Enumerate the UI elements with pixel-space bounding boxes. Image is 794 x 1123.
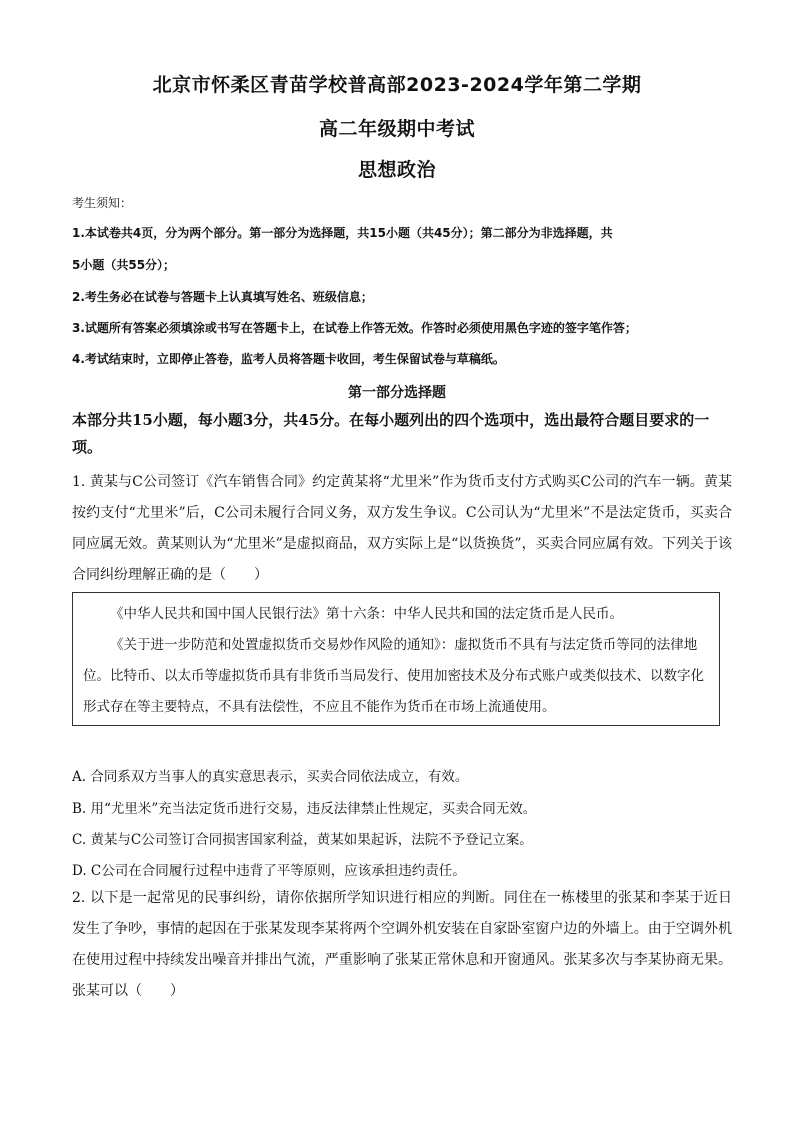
question-1-option-d: D. C公司在合同履行过程中违背了平等原则，应该承担违约责任。: [72, 863, 466, 879]
exam-title: 北京市怀柔区青苗学校普高部2023-2024学年第二学期: [152, 74, 642, 96]
material-law-excerpt: 《中华人民共和国中国人民银行法》第十六条：中华人民共和国的法定货币是人民币。: [110, 606, 623, 622]
notice-item-3: 3.试题所有答案必须填涂或书写在答题卡上，在试卷上作答无效。作答时必须使用黑色字迹的签字笔作答；: [72, 321, 637, 335]
section-intro: 本部分共15小题，每小题3分，共45分。在每小题列出的四个选项中，选出最符合题目要求的一项。: [72, 411, 710, 456]
notice-item-2: 2.考生务必在试卷与答题卡上认真填写姓名、班级信息；: [72, 290, 373, 304]
exam-subtitle: 高二年级期中考试: [318, 118, 475, 140]
notice-item-1: 1.本试卷共4页，分为两个部分。第一部分为选择题，共15小题（共45分）；第二部分为非选择题，共: [72, 226, 613, 240]
question-1-option-a: A. 合同系双方当事人的真实意思表示，买卖合同依法成立，有效。: [72, 769, 469, 785]
section-heading: 第一部分选择题: [348, 385, 446, 401]
question-1-stem: 1. 黄某与C公司签订《汽车销售合同》约定黄某将“尤里米”作为货币支付方式购买C公司的汽车一辆。黄某按约支付“尤里米”后，C公司未履行合同义务，双方发生争议。C公司认为“尤里米”不是法定货币，买卖合同应属无效。黄某则认为“尤里米”是虚拟商品，双方实际上是“以货换货”，买卖合同应属有效。下列关于该合同纠纷理解正确的是（ ）: [72, 474, 732, 583]
exam-subject: 思想政治: [357, 159, 436, 181]
material-notice-excerpt: 《关于进一步防范和处置虚拟货币交易炒作风险的通知》：虚拟货币不具有与法定货币等同的法律地位。比特币、以太币等虚拟货币具有非货币当局发行、使用加密技术及分布式账户或类似技术、以数字化形式存在等主要特点，不具有法偿性，不应且不能作为货币在市场上流通使用。: [83, 637, 704, 715]
question-2-stem: 2. 以下是一起常见的民事纠纷，请你依据所学知识进行相应的判断。同住在一栋楼里的张某和李某于近日发生了争吵，事情的起因在于张某发现李某将两个空调外机安装在自家卧室窗户边的外墙上。由于空调外机在使用过程中持续发出噪音并排出气流，严重影响了张某正常休息和开窗通风。张某多次与李某协商无果。张某可以（ ）: [72, 890, 732, 999]
notice-item-4: 4.考试结束时，立即停止答卷，监考人员将答题卡收回，考生保留试卷与草稿纸。: [72, 352, 505, 366]
question-1-material-box: [72, 592, 720, 726]
notice-heading: 考生须知：: [72, 196, 133, 210]
question-1-option-c: C. 黄某与C公司签订合同损害国家利益，黄某如果起诉，法院不予登记立案。: [72, 832, 533, 848]
question-1-option-b: B. 用“尤里米”充当法定货币进行交易，违反法律禁止性规定，买卖合同无效。: [72, 801, 537, 817]
notice-item-1-cont: 5小题（共55分）；: [72, 258, 176, 272]
